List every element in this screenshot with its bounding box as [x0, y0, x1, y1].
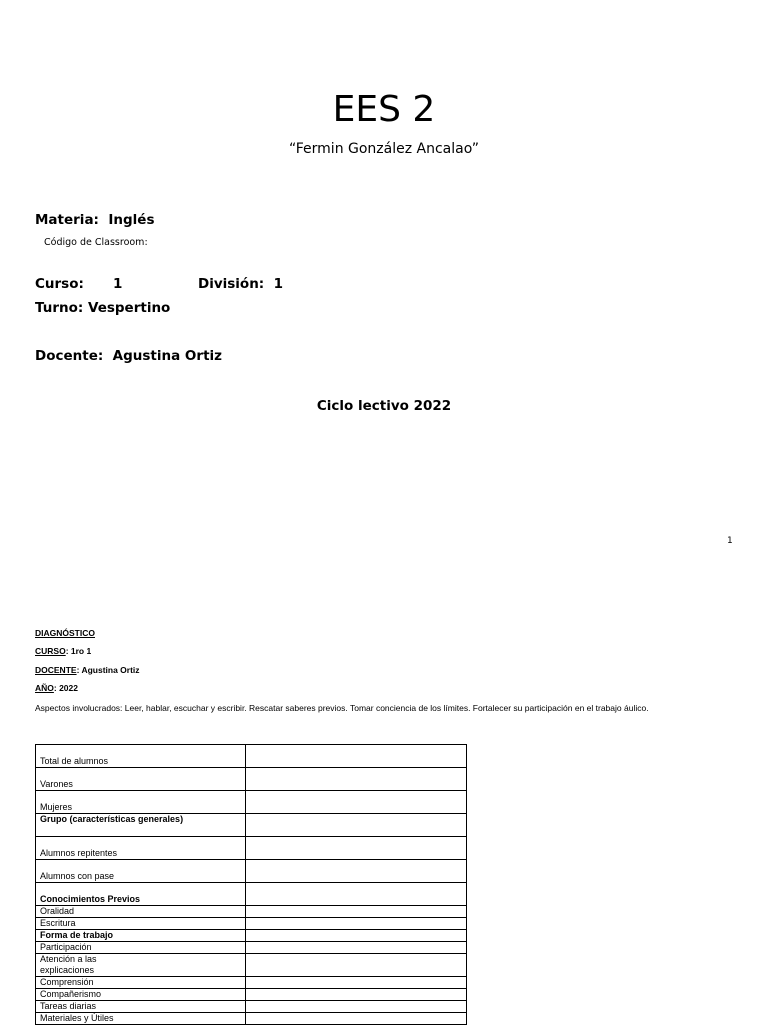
row-value[interactable] — [246, 977, 467, 989]
row-label — [36, 954, 246, 977]
table-row — [36, 860, 467, 883]
table-row — [36, 954, 467, 977]
row-label: Participación — [36, 942, 246, 954]
diagnostico-docente-value: : Agustina Ortiz — [76, 665, 140, 675]
row-value[interactable] — [246, 837, 467, 860]
row-value[interactable] — [246, 745, 467, 768]
diagnostico-title-text: DIAGNÓSTICO — [35, 628, 95, 638]
row-label: Materiales y Útiles — [36, 1013, 246, 1025]
row-value[interactable] — [246, 1013, 467, 1025]
diagnostico-curso-value: : 1ro 1 — [65, 646, 92, 656]
row-label: Alumnos con pase — [36, 860, 246, 883]
table-row — [36, 837, 467, 860]
row-label-text: Atención a las explicaciones — [40, 954, 97, 975]
school-name: EES 2 — [332, 89, 436, 130]
table-row — [36, 1013, 467, 1025]
row-label: Compañerismo — [36, 989, 246, 1001]
diagnostico-anio-label: AÑO — [35, 683, 54, 693]
table-row — [36, 883, 467, 906]
table-row — [36, 906, 467, 918]
division-label: División: — [198, 276, 265, 292]
row-label: Mujeres — [36, 791, 246, 814]
diagnostico-docente-label: DOCENTE — [35, 665, 77, 675]
row-value[interactable] — [246, 791, 467, 814]
turno-line — [35, 299, 170, 317]
curso-line — [35, 275, 283, 293]
turno-label: Turno: — [35, 300, 84, 316]
row-value[interactable] — [246, 942, 467, 954]
row-value[interactable] — [246, 768, 467, 791]
docente-label: Docente: — [35, 348, 104, 364]
curso-value: 1 — [113, 276, 123, 292]
table-row — [36, 930, 467, 942]
diagnostico-docente — [35, 665, 140, 676]
page-number: 1 — [727, 536, 733, 546]
table-row — [36, 814, 467, 837]
row-label: Forma de trabajo — [36, 930, 246, 942]
materia-line — [35, 211, 154, 229]
diagnostico-table — [35, 744, 467, 1025]
ciclo-lectivo: Ciclo lectivo 2022 — [316, 398, 452, 414]
classroom-code-label: Código de Classroom: — [44, 237, 148, 248]
diagnostico-aspectos: Aspectos involucrados: Leer, hablar, escuchar y escribir. Rescatar saberes previos. Tomar conciencia de los límites. Fortalecer su participación en el trabajo áulico. — [35, 703, 649, 713]
diagnostico-anio-value: : 2022 — [53, 683, 78, 693]
diagnostico-title — [35, 628, 95, 639]
table-row — [36, 977, 467, 989]
table-row — [36, 989, 467, 1001]
docente-value: Agustina Ortiz — [112, 348, 223, 364]
table-row — [36, 942, 467, 954]
diagnostico-curso-label: CURSO — [35, 646, 66, 656]
row-label: Conocimientos Previos — [36, 883, 246, 906]
row-value[interactable] — [246, 814, 467, 837]
docente-line — [35, 347, 222, 365]
row-value[interactable] — [246, 1001, 467, 1013]
row-value[interactable] — [246, 906, 467, 918]
diagnostico-anio — [35, 683, 78, 694]
materia-value: Inglés — [108, 212, 155, 228]
row-value[interactable] — [246, 860, 467, 883]
division-value: 1 — [273, 276, 284, 292]
table-row — [36, 918, 467, 930]
curso-label: Curso: — [35, 276, 84, 292]
row-label: Oralidad — [36, 906, 246, 918]
table-row — [36, 768, 467, 791]
table-row — [36, 1001, 467, 1013]
row-label: Escritura — [36, 918, 246, 930]
row-value[interactable] — [246, 989, 467, 1001]
row-value[interactable] — [246, 883, 467, 906]
row-label: Total de alumnos — [36, 745, 246, 768]
row-value[interactable] — [246, 918, 467, 930]
turno-value: Vespertino — [87, 300, 171, 316]
table-row — [36, 745, 467, 768]
materia-label: Materia: — [35, 212, 99, 228]
row-label: Alumnos repitentes — [36, 837, 246, 860]
diagnostico-curso — [35, 646, 91, 657]
school-subtitle: “Fermin González Ancalao” — [288, 141, 480, 157]
table-row — [36, 791, 467, 814]
row-label: Grupo (características generales) — [36, 814, 246, 837]
row-label: Varones — [36, 768, 246, 791]
row-value[interactable] — [246, 930, 467, 942]
row-value[interactable] — [246, 954, 467, 977]
row-label: Tareas diarias — [36, 1001, 246, 1013]
row-label: Comprensión — [36, 977, 246, 989]
